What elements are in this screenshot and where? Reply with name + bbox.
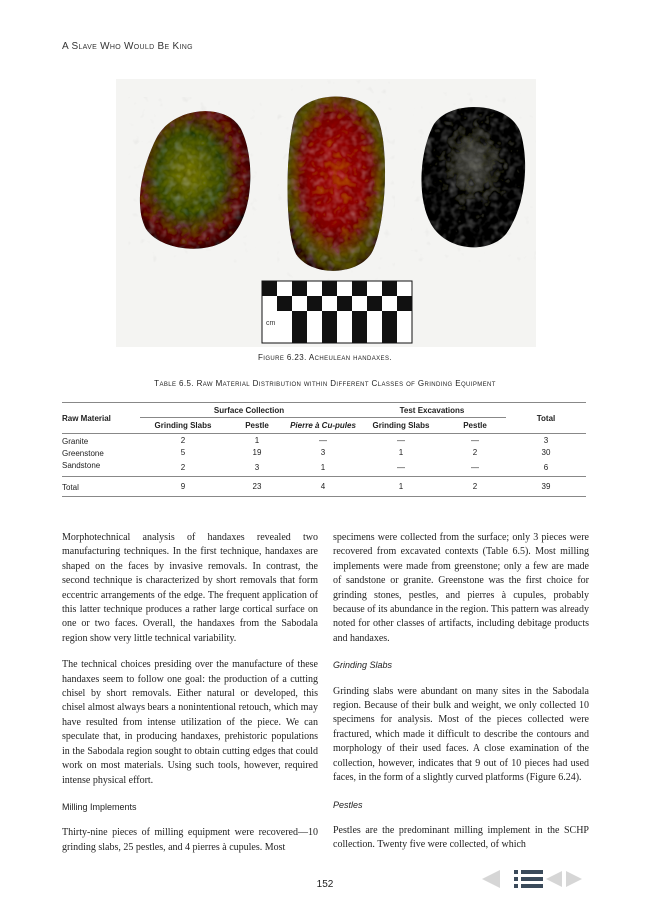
prev-arrow-icon[interactable] xyxy=(546,871,562,887)
left-column xyxy=(62,531,318,867)
table-cell: 9 xyxy=(180,482,186,491)
subsection-heading: Grinding Slabs xyxy=(333,660,393,671)
paragraph: specimens were collected from the surface; only 3 pieces were recovered from excavated contexts (Table 6.5). Most milling implements were made from greenstone; only a few are made of sandstone or granite. Greenstone was the first choice for grinding stones, pestles, and pierres à cupules, probably because of its abundance in the region. This pattern was already noted for other classes of artifacts, including debitage products and handaxes. xyxy=(333,532,589,644)
row-label: Greenstone xyxy=(62,449,104,458)
row-label: Sandstone xyxy=(62,461,101,470)
table-row xyxy=(62,434,586,447)
table-cell: — xyxy=(397,435,405,445)
scale-unit-label: cm xyxy=(266,320,276,327)
menu-list-icon[interactable] xyxy=(514,870,543,888)
table-cell: 3 xyxy=(543,435,549,445)
page-navigation xyxy=(480,868,584,890)
subheader-pierre-a-cupules: Pierre à Cu-pules xyxy=(290,420,356,430)
table-cell: 3 xyxy=(320,447,326,457)
table-cell: 2 xyxy=(180,462,186,472)
subsection-heading: Pestles xyxy=(333,799,363,810)
raw-material-table xyxy=(62,402,586,497)
table-cell: 19 xyxy=(252,447,262,457)
subheader-grinding-slabs: Grinding Slabs xyxy=(154,421,212,430)
paragraph: Thirty-nine pieces of milling equipment were recovered—10 grinding slabs, 25 pestles, and 4 pierres à cupules. Most xyxy=(62,827,318,853)
handaxes-illustration xyxy=(116,79,536,347)
running-head: A Slave Who Would Be King xyxy=(62,41,193,52)
table-cell: — xyxy=(471,462,479,472)
header-total: Total xyxy=(536,413,556,423)
paragraph: Pestles are the predominant milling implement in the SCHP collection. Twenty five were collected, of which xyxy=(333,824,589,851)
table-cell: 1 xyxy=(254,435,260,445)
subheader-excavation-grinding-slabs: Grinding Slabs xyxy=(372,421,430,430)
table-cell: 30 xyxy=(541,447,551,457)
table-cell: 4 xyxy=(320,482,326,491)
table-row xyxy=(62,458,586,477)
table-cell: 5 xyxy=(180,447,186,457)
page-number: 152 xyxy=(316,879,334,890)
subheader-excavation-pestle: Pestle xyxy=(463,421,487,430)
handaxe-left xyxy=(140,111,250,249)
next-arrow-icon[interactable] xyxy=(566,871,582,887)
header-surface-collection: Surface Collection xyxy=(140,403,358,418)
table-cell: 39 xyxy=(541,482,551,491)
paragraph: Grinding slabs were abundant on many sites in the Sabodala region. Because of their bulk and weight, we only collected 10 specimens for analysis. Most of the pieces collected were fractured, which made it difficult to describe the contours and morphology of their used faces. A close examination of the collection, however, indicates that 9 out of 10 pieces had used faces, in the form of a slightly curved platforms (Figure 6.24). xyxy=(333,685,589,784)
table-cell: 3 xyxy=(254,462,260,472)
row-label: Granite xyxy=(62,437,89,446)
table-total-row xyxy=(62,477,586,497)
table-cell: 1 xyxy=(320,462,326,472)
table-cell: 1 xyxy=(398,447,404,457)
figure-caption: Figure 6.23. Acheulean handaxes. xyxy=(258,353,392,362)
table-cell: 23 xyxy=(252,482,262,491)
paragraph: Morphotechnical analysis of handaxes revealed two manufacturing techniques. In the first technique, handaxes are shaped on the faces by invasive removals. In contrast, the second technique is characterized by short removals that form eccentric arrangements of the edge. The frequent application of this latter technique produces a rather large cortical surface on one or two faces. Overall, the handaxes from the Sabodala region show very little technical variability. xyxy=(62,532,318,644)
table-cell: — xyxy=(319,435,327,445)
right-column xyxy=(333,531,589,865)
table-cell: 2 xyxy=(472,482,478,491)
handaxe-right xyxy=(421,107,525,247)
back-arrow-icon[interactable] xyxy=(482,870,500,888)
table-cell: 2 xyxy=(180,435,186,445)
subheader-pestle: Pestle xyxy=(245,421,269,430)
table-cell: 1 xyxy=(398,482,404,491)
header-test-excavations: Test Excavations xyxy=(358,403,506,418)
table-cell: — xyxy=(397,462,405,472)
table-cell: 2 xyxy=(472,447,478,457)
table-cell: 6 xyxy=(543,462,549,472)
row-label: Total xyxy=(62,483,79,492)
table-cell: — xyxy=(471,435,479,445)
figure-photo xyxy=(116,79,536,347)
scale-bar xyxy=(262,281,412,343)
paragraph: The technical choices presiding over the manufacture of these handaxes seem to follow one goal: the production of a cutting chisel by short removals. Either natural or developed, this chisel almost always bears a nonintentional retouch, which may have resulted from intense utilization of the piece. We can speculate that, in producing handaxes, prehistoric populations in the Sabodala region sought to obtain cutting edges that could work on most materials. Using such tools, however, required intense physical effort. xyxy=(62,659,318,786)
handaxe-middle xyxy=(288,96,386,270)
table-row xyxy=(62,446,586,458)
table-caption: Table 6.5. Raw Material Distribution within Different Classes of Grinding Equipment xyxy=(154,379,496,388)
header-raw-material: Raw Material xyxy=(62,413,111,423)
section-heading: Milling Implements xyxy=(62,801,137,812)
